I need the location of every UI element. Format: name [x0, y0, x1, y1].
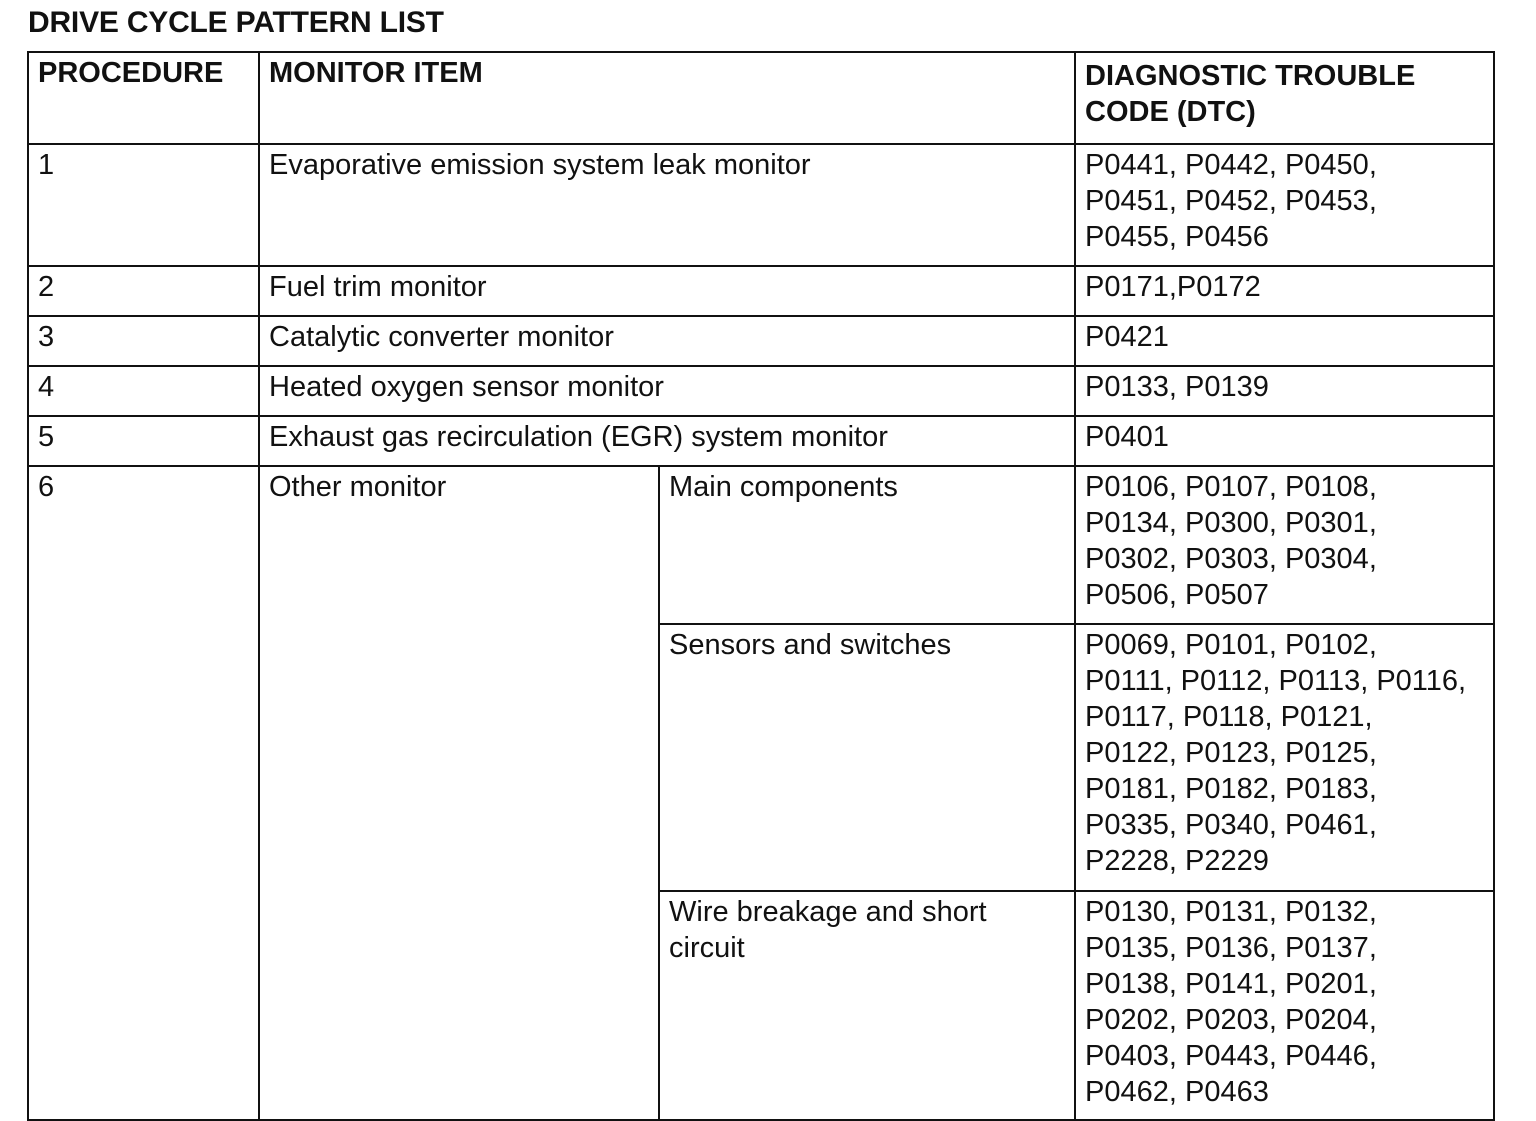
dtc-line: P0335, P0340, P0461,: [1085, 809, 1377, 841]
dtc-cell: [1075, 366, 1494, 416]
dtc-line: P0462, P0463: [1085, 1076, 1269, 1108]
dtc-line: P0106, P0107, P0108,: [1085, 471, 1377, 503]
dtc-line: P0403, P0443, P0446,: [1085, 1040, 1377, 1072]
table-row: [28, 316, 1494, 366]
dtc-cell: [1075, 416, 1494, 466]
header-dtc: [1075, 52, 1494, 144]
dtc-line: P0069, P0101, P0102,: [1085, 629, 1377, 661]
dtc-line: P0133, P0139: [1085, 371, 1269, 403]
dtc-line: P0441, P0442, P0450,: [1085, 149, 1377, 181]
header-dtc-line: DIAGNOSTIC TROUBLE: [1085, 60, 1416, 92]
dtc-cell: [1075, 316, 1494, 366]
sub-item-cell: [659, 891, 1075, 1120]
monitor-cell: Other monitor: [259, 466, 659, 1120]
monitor-cell: Heated oxygen sensor monitor: [259, 366, 1075, 416]
header-row: [28, 52, 1494, 144]
sub-item-line: Main components: [669, 471, 898, 503]
sub-item-line: circuit: [669, 932, 745, 964]
dtc-line: P0111, P0112, P0113, P0116,: [1085, 665, 1467, 697]
dtc-line: P0302, P0303, P0304,: [1085, 543, 1377, 575]
table-row: [28, 366, 1494, 416]
dtc-line: P0122, P0123, P0125,: [1085, 737, 1377, 769]
procedure-cell: 6: [28, 466, 259, 1120]
dtc-line: P0135, P0136, P0137,: [1085, 932, 1377, 964]
table-row: [28, 144, 1494, 266]
dtc-line: P0506, P0507: [1085, 579, 1269, 611]
procedure-cell: 5: [28, 416, 259, 466]
monitor-cell: Evaporative emission system leak monitor: [259, 144, 1075, 266]
table-row: [28, 266, 1494, 316]
dtc-line: P0134, P0300, P0301,: [1085, 507, 1377, 539]
dtc-line: P0117, P0118, P0121,: [1085, 701, 1373, 733]
dtc-line: P0181, P0182, P0183,: [1085, 773, 1377, 805]
header-dtc-line: CODE (DTC): [1085, 96, 1256, 128]
dtc-cell: [1075, 891, 1494, 1120]
dtc-cell: [1075, 144, 1494, 266]
dtc-line: P0455, P0456: [1085, 221, 1269, 253]
dtc-line: P0171,P0172: [1085, 271, 1261, 303]
header-procedure: PROCEDURE: [28, 52, 259, 144]
header-monitor-item: MONITOR ITEM: [259, 52, 1075, 144]
page-title: DRIVE CYCLE PATTERN LIST: [28, 6, 444, 39]
sub-item-line: Wire breakage and short: [669, 896, 987, 928]
dtc-cell: [1075, 624, 1494, 891]
table-row: [28, 466, 1494, 624]
sub-item-cell: [659, 466, 1075, 624]
monitor-cell: Exhaust gas recirculation (EGR) system monitor: [259, 416, 1075, 466]
procedure-cell: 2: [28, 266, 259, 316]
dtc-cell: [1075, 266, 1494, 316]
procedure-cell: 1: [28, 144, 259, 266]
procedure-cell: 3: [28, 316, 259, 366]
procedure-cell: 4: [28, 366, 259, 416]
sub-item-line: Sensors and switches: [669, 629, 952, 661]
dtc-line: P0130, P0131, P0132,: [1085, 896, 1377, 928]
dtc-line: P0401: [1085, 421, 1169, 453]
dtc-line: P0451, P0452, P0453,: [1085, 185, 1377, 217]
dtc-line: P0138, P0141, P0201,: [1085, 968, 1377, 1000]
monitor-cell: Catalytic converter monitor: [259, 316, 1075, 366]
sub-item-cell: [659, 624, 1075, 891]
dtc-line: P2228, P2229: [1085, 845, 1269, 877]
dtc-line: P0202, P0203, P0204,: [1085, 1004, 1377, 1036]
table-row: [28, 416, 1494, 466]
dtc-line: P0421: [1085, 321, 1169, 353]
drive-cycle-table: [27, 51, 1495, 1121]
monitor-cell: Fuel trim monitor: [259, 266, 1075, 316]
dtc-cell: [1075, 466, 1494, 624]
